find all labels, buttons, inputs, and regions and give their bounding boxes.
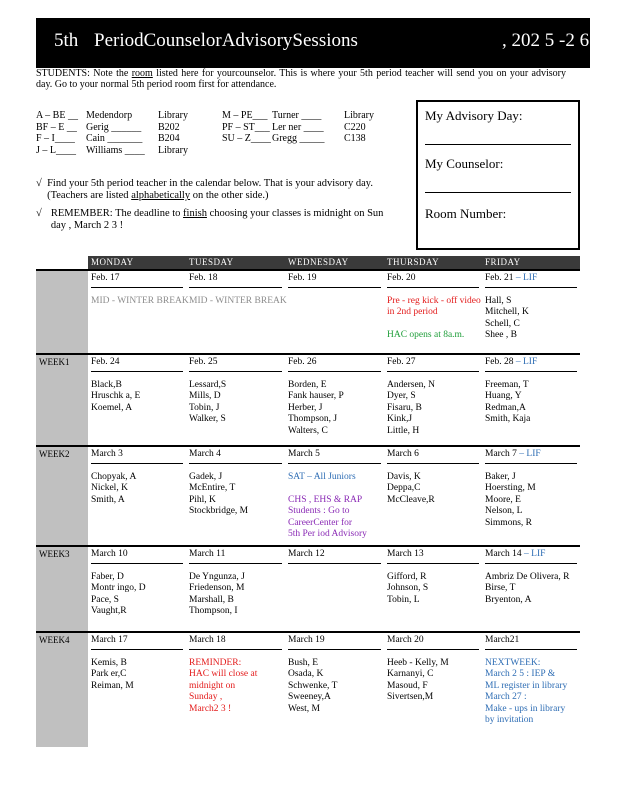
week-row: [36, 546, 580, 632]
day-entries: [189, 650, 282, 716]
counselor-name: Williams ____: [86, 144, 145, 156]
instruction-part: Find your 5th period teacher in the calendar below. That is your advisory day. (Teachers are listed: [47, 178, 373, 201]
entry-line: HAC will close at: [189, 669, 258, 679]
entry-line: Nickel, K: [91, 483, 128, 493]
room-number: Library: [158, 144, 188, 156]
date-text: March 3: [91, 449, 123, 459]
day-cell-tuesday: [186, 632, 285, 747]
entry-line: Heeb - Kelly, M: [387, 657, 449, 668]
day-cell-thursday: [384, 446, 482, 546]
header-thursday: THURSDAY: [384, 256, 482, 270]
day-cell-friday: [482, 632, 580, 747]
date-text: March 17: [91, 635, 128, 645]
entry-line: Shee , B: [485, 330, 517, 340]
day-date: [485, 357, 577, 372]
day-cell-thursday: [384, 270, 482, 354]
entry-line: Walker, S: [189, 414, 226, 424]
day-entries: [189, 372, 282, 426]
day-cell-tuesday: [186, 446, 285, 546]
day-entries: [485, 464, 577, 530]
alpha-range: BF – E __: [36, 121, 77, 133]
day-cell-monday: [88, 546, 186, 632]
checkmark-icon: √: [36, 178, 42, 189]
entry-line: Nelson, L: [485, 506, 523, 516]
day-date: [288, 449, 381, 464]
counselor-name: Ler ner ____: [272, 121, 324, 133]
room-number: Library: [344, 110, 374, 121]
entry-line: Huang, Y: [485, 391, 522, 401]
entry-line: [288, 483, 381, 495]
date-text: March 7: [485, 449, 517, 459]
entry-line: Hall, S: [485, 295, 512, 306]
day-date: [387, 635, 479, 650]
day-cell-wednesday: [285, 446, 384, 546]
day-cell-wednesday: [285, 270, 384, 354]
entry-line: Deppa,C: [387, 483, 421, 493]
entry-line: Pre - reg kick - off video: [387, 295, 481, 306]
entry-line: Reiman, M: [91, 680, 134, 691]
date-text: Feb. 28: [485, 357, 514, 367]
entry-line: MID - WINTER BREAK: [91, 295, 189, 306]
week-label: WEEK2: [36, 446, 88, 546]
entry-line: Gifford, R: [387, 571, 427, 582]
day-date: [387, 549, 479, 564]
room-number: C138: [344, 133, 366, 144]
intro-paragraph: [36, 68, 566, 90]
entry-line: Montr ingo, D: [91, 583, 146, 593]
date-text: March21: [485, 635, 520, 645]
day-cell-tuesday: [186, 270, 285, 354]
instruction-part: REMEMBER: The deadline to: [50, 208, 184, 219]
day-date: [288, 549, 381, 564]
entry-line: Baker, J: [485, 471, 516, 482]
entry-line: Lessard,S: [189, 379, 227, 390]
intro-text-start: STUDENTS: Note the: [36, 68, 132, 79]
entry-line: Dyer, S: [387, 391, 416, 401]
entry-line: Johnson, S: [387, 583, 429, 593]
instruction-text: [51, 208, 386, 232]
entry-line: Sweeney,A: [288, 692, 331, 702]
lif-tag: – LIF: [513, 357, 538, 367]
date-text: March 14: [485, 549, 522, 559]
calendar-header-row: [36, 256, 580, 270]
intro-text-end: listed here for yourcounselor. This is where your 5th period teacher will send you on your advisory day. Go to your normal 5th period room first for attendance.: [36, 68, 566, 90]
room-number: B204: [158, 133, 180, 144]
entry-line: Fisaru, B: [387, 402, 422, 413]
entry-line: Koemel, A: [91, 402, 133, 413]
day-cell-thursday: [384, 632, 482, 747]
entry-line: March 27 :: [485, 692, 527, 702]
date-text: March 10: [91, 549, 128, 559]
alpha-range: M – PE___: [222, 110, 268, 121]
counselor-name: Turner ____: [272, 110, 322, 121]
entry-line: Black,B: [91, 379, 122, 390]
date-text: March 5: [288, 449, 320, 459]
week-row: [36, 632, 580, 747]
entry-line: Hoersting, M: [485, 483, 536, 493]
day-entries: [485, 288, 577, 342]
date-text: Feb. 24: [91, 357, 120, 367]
day-entries: [91, 372, 183, 415]
entry-line: MID - WINTER BREAK: [189, 295, 287, 306]
day-entries: [387, 650, 479, 704]
entry-line: Schell, C: [485, 318, 520, 329]
advisory-info-box: [416, 100, 580, 250]
entry-line: Kink,J: [387, 414, 413, 424]
room-number: C220: [344, 121, 366, 133]
day-entries: [288, 288, 381, 296]
entry-line: Davis, K: [387, 471, 421, 482]
title-banner: [36, 18, 590, 68]
date-text: Feb. 25: [189, 357, 218, 367]
entry-line: HAC opens at 8a.m.: [387, 330, 465, 340]
entry-line: Chopyak, A: [91, 471, 137, 482]
counselor-name: Gerig ______: [86, 121, 142, 133]
entry-line: Masoud, F: [387, 680, 428, 691]
entry-line: Fank hauser, P: [288, 391, 344, 401]
counselor-blank[interactable]: [425, 192, 571, 193]
assignment-row: [222, 133, 404, 145]
day-cell-friday: [482, 270, 580, 354]
week-label: [36, 270, 88, 354]
entry-line: by invitation: [485, 715, 534, 725]
week-label: WEEK1: [36, 354, 88, 446]
alpha-range: J – L____: [36, 144, 76, 156]
entry-line: McEntire, T: [189, 483, 236, 493]
entry-line: Thompson, I: [189, 606, 238, 616]
entry-line: Smith, Kaja: [485, 414, 531, 424]
day-date: [288, 273, 381, 288]
day-entries: [189, 464, 282, 518]
entry-line: in 2nd period: [387, 307, 438, 317]
entry-line: Kemis, B: [91, 657, 127, 668]
entry-line: Gadek, J: [189, 471, 223, 482]
date-text: Feb. 20: [387, 273, 416, 283]
entry-line: Vaught,R: [91, 606, 127, 616]
instruction-item: [36, 208, 386, 232]
entry-line: Marshall, B: [189, 594, 234, 605]
date-text: Feb. 27: [387, 357, 416, 367]
day-date: [387, 449, 479, 464]
entry-line: Pihl, K: [189, 494, 216, 505]
entry-line: Make - ups in library: [485, 703, 566, 714]
entry-line: Mitchell, K: [485, 307, 529, 317]
counselor-name: Medendorp: [86, 110, 133, 121]
entry-line: Hruschk a, E: [91, 391, 141, 401]
day-entries: [91, 650, 183, 693]
day-date: [387, 357, 479, 372]
room-number: Library: [158, 110, 188, 121]
advisory-day-label: My Advisory Day:: [425, 108, 523, 123]
entry-line: Mills, D: [189, 391, 221, 401]
alpha-range: F – I____: [36, 133, 75, 144]
room-number: B202: [158, 121, 180, 133]
day-entries: [91, 564, 183, 618]
entry-line: NEXTWEEK:: [485, 657, 541, 668]
entry-line: Tobin, J: [189, 402, 220, 413]
day-date: [288, 357, 381, 372]
instruction-underlined: alphabetically: [131, 190, 191, 201]
day-cell-friday: [482, 546, 580, 632]
day-date: [485, 549, 577, 564]
entry-line: De Yngunza, J: [189, 571, 245, 582]
day-date: [189, 449, 282, 464]
room-number-label: Room Number:: [425, 206, 507, 221]
alpha-range: PF – ST___: [222, 121, 270, 133]
date-text: March 11: [189, 549, 226, 559]
instructions-list: [36, 178, 386, 238]
day-entries: [189, 564, 282, 618]
day-date: [189, 635, 282, 650]
banner-title: PeriodCounselorAdvisorySessions: [94, 30, 358, 51]
entry-line: Students : Go to: [288, 506, 350, 516]
day-entries: [485, 372, 577, 426]
day-date: [91, 273, 183, 288]
counselor-assignments-left: [36, 110, 218, 156]
banner-year: , 202 5 -2 6: [502, 30, 590, 51]
day-cell-monday: [88, 632, 186, 747]
day-date: [189, 549, 282, 564]
day-date: [91, 549, 183, 564]
date-text: March 6: [387, 449, 419, 459]
entry-line: Bryenton, A: [485, 594, 532, 605]
day-date: [91, 449, 183, 464]
week-row: [36, 446, 580, 546]
day-entries: [387, 564, 479, 607]
entry-line: Birse, T: [485, 583, 516, 593]
entry-line: Osada, K: [288, 669, 324, 679]
entry-line: CHS , EHS & RAP: [288, 494, 363, 505]
instruction-underlined: finish: [183, 208, 207, 219]
entry-line: Stockbridge, M: [189, 506, 249, 516]
day-date: [485, 449, 577, 464]
date-text: March 19: [288, 635, 325, 645]
entry-line: Park er,C: [91, 669, 127, 679]
counselor-label: My Counselor:: [425, 156, 504, 171]
day-entries: [485, 564, 577, 607]
entry-line: Sivertsen,M: [387, 692, 434, 702]
entry-line: Schwenke, T: [288, 680, 338, 691]
entry-line: West, M: [288, 703, 320, 714]
entry-line: Simmons, R: [485, 517, 532, 528]
day-entries: [387, 288, 479, 342]
day-cell-monday: [88, 354, 186, 446]
date-text: March 18: [189, 635, 226, 645]
entry-line: REMINDER:: [189, 657, 242, 668]
entry-line: ML register in library: [485, 680, 568, 691]
day-entries: [387, 372, 479, 438]
entry-line: Ambriz De Olivera, R: [485, 571, 570, 582]
day-cell-wednesday: [285, 546, 384, 632]
day-date: [485, 635, 577, 650]
entry-line: Redman,A: [485, 402, 526, 413]
entry-line: Little, H: [387, 425, 420, 436]
entry-line: March 2 5 : IEP &: [485, 669, 556, 679]
assignment-row: [36, 133, 218, 145]
banner-period-number: 5th: [54, 30, 79, 51]
entry-line: CareerCenter for: [288, 517, 353, 528]
entry-line: Herber, J: [288, 402, 323, 413]
assignment-row: [36, 145, 218, 157]
day-entries: [189, 288, 287, 308]
date-text: March 12: [288, 549, 325, 559]
assignment-row: [36, 110, 218, 122]
entry-line: Andersen, N: [387, 379, 436, 390]
header-wednesday: WEDNESDAY: [285, 256, 384, 270]
week-row: [36, 354, 580, 446]
header-friday: FRIDAY: [482, 256, 580, 270]
assignment-row: [36, 122, 218, 134]
day-entries: [91, 464, 183, 507]
day-cell-tuesday: [186, 354, 285, 446]
entry-line: SAT – All Juniors: [288, 471, 356, 482]
lif-tag: – LIF: [513, 273, 538, 283]
date-text: Feb. 26: [288, 357, 317, 367]
header-monday: MONDAY: [88, 256, 186, 270]
entry-line: Tobin, L: [387, 594, 420, 605]
day-entries: [288, 464, 381, 541]
entry-line: midnight on: [189, 680, 236, 691]
header-corner: [36, 256, 88, 270]
counselor-assignments-right: [222, 110, 404, 145]
day-entries: [288, 372, 381, 438]
entry-line: 5th Per iod Advisory: [288, 529, 367, 539]
entry-line: [387, 319, 479, 331]
day-cell-monday: [88, 270, 189, 354]
day-cell-friday: [482, 446, 580, 546]
instruction-item: [36, 178, 386, 202]
day-cell-thursday: [384, 354, 482, 446]
day-date: [189, 273, 282, 288]
date-text: Feb. 17: [91, 273, 120, 283]
instruction-part: on the other side.): [190, 190, 269, 201]
day-date: [387, 273, 479, 288]
advisory-calendar: [36, 256, 580, 747]
day-date: [91, 357, 183, 372]
day-date: [288, 635, 381, 650]
week-label: WEEK4: [36, 632, 88, 747]
entry-line: March2 3 !: [189, 703, 232, 714]
day-entries: [387, 464, 479, 507]
assignment-row: [222, 110, 404, 122]
entry-line: Smith, A: [91, 494, 125, 505]
entry-line: Borden, E: [288, 379, 327, 390]
entry-line: Friedenson, M: [189, 583, 245, 593]
date-text: Feb. 21: [485, 273, 514, 283]
week-row: [36, 270, 580, 354]
intro-room-word: room: [131, 68, 153, 79]
entry-line: McCleave,R: [387, 494, 435, 505]
day-entries: [288, 650, 381, 716]
entry-line: Pace, S: [91, 594, 119, 605]
entry-line: Moore, E: [485, 494, 521, 505]
alpha-range: A – BE __: [36, 110, 78, 121]
week-label: WEEK3: [36, 546, 88, 632]
date-text: Feb. 19: [288, 273, 317, 283]
entry-line: Faber, D: [91, 571, 124, 582]
entry-line: Bush, E: [288, 657, 319, 668]
day-cell-thursday: [384, 546, 482, 632]
day-entries: [288, 564, 381, 572]
counselor-name: Cain _______: [86, 133, 143, 144]
day-cell-monday: [88, 446, 186, 546]
date-text: Feb. 18: [189, 273, 218, 283]
entry-line: Sunday ,: [189, 692, 223, 702]
assignment-row: [222, 122, 404, 134]
counselor-name: Gregg _____: [272, 133, 325, 144]
day-date: [485, 273, 577, 288]
day-entries: [91, 288, 189, 308]
entry-line: Karnanyi, C: [387, 669, 434, 679]
date-text: March 4: [189, 449, 221, 459]
instruction-text: [47, 178, 386, 202]
day-cell-wednesday: [285, 632, 384, 747]
day-cell-tuesday: [186, 546, 285, 632]
day-entries: [485, 650, 577, 727]
date-text: March 13: [387, 549, 424, 559]
day-cell-friday: [482, 354, 580, 446]
header-tuesday: TUESDAY: [186, 256, 285, 270]
entry-line: Walters, C: [288, 425, 328, 436]
date-text: March 20: [387, 635, 424, 645]
entry-line: Thompson, J: [288, 414, 338, 424]
day-date: [189, 357, 282, 372]
lif-tag: – LIF: [516, 449, 541, 459]
day-date: [91, 635, 183, 650]
day-cell-wednesday: [285, 354, 384, 446]
entry-line: Freeman, T: [485, 379, 529, 390]
lif-tag: – LIF: [521, 549, 546, 559]
advisory-day-blank[interactable]: [425, 144, 571, 145]
checkmark-icon: √: [36, 208, 42, 219]
instruction-part: choosing your classes is midnight on Sun day , March 2 3 !: [50, 208, 384, 231]
alpha-range: SU – Z____: [222, 133, 271, 144]
